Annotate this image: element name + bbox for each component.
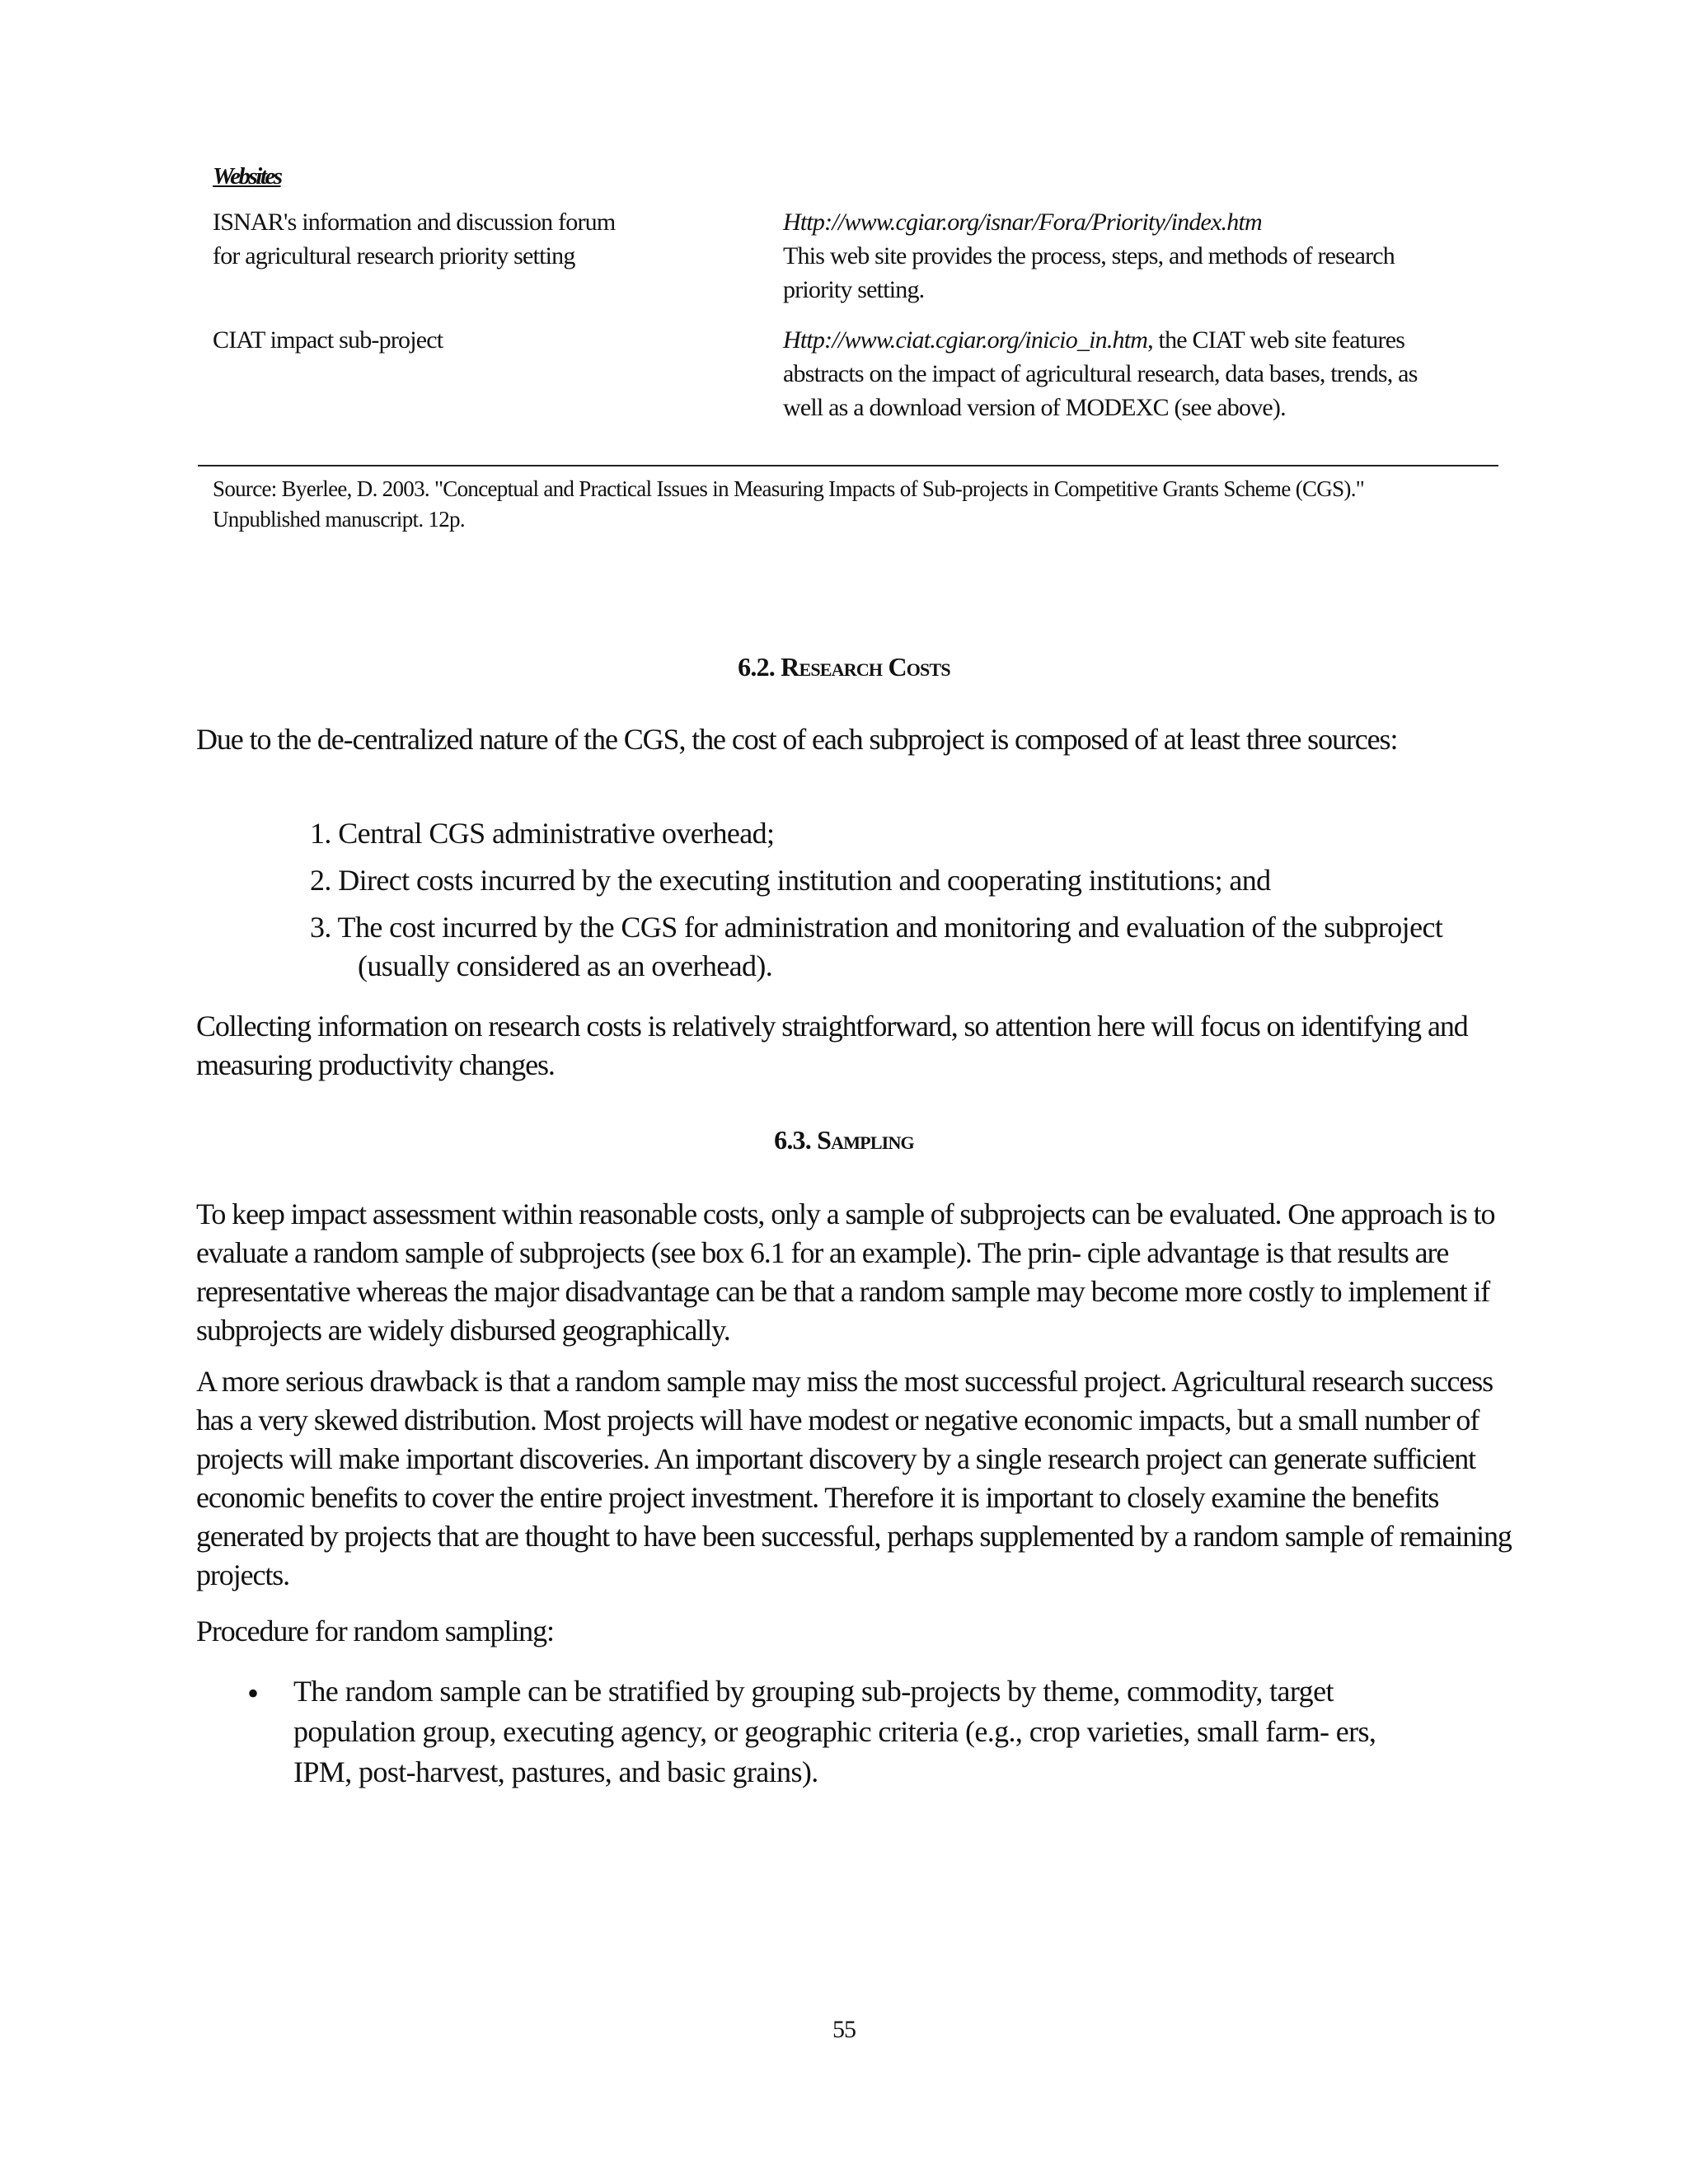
website-entry-isnar: [213, 205, 1498, 307]
list-item: [244, 1671, 1398, 1793]
website-entry-ciat: [213, 323, 1498, 424]
website-url[interactable]: Http://www.ciat.cgiar.org/inicio_in.htm: [783, 326, 1148, 354]
website-name: [213, 323, 783, 424]
website-description: This web site provides the process, steps, and methods of research priority setting.: [783, 242, 1395, 303]
website-name: [213, 205, 783, 307]
procedure-label: Procedure for random sampling:: [196, 1615, 554, 1647]
website-url[interactable]: Http://www.cgiar.org/isnar/Fora/Priority/index.htm: [783, 209, 1262, 236]
website-details: [783, 323, 1434, 424]
sampling-paragraph-2: A more serious drawback is that a random sample may miss the most successful project. Agricultural research success has a very skewed distribution. Most projects will have modest or negative economic impacts, but a small number of projects will make important discoveries. An important discovery by a single research project can generate sufficient economic benefits to cover the entire project investment. Therefore it is important to closely examine the benefits generated by projects that are thought to have been successful, perhaps supplemented by a random sample of remaining projects.: [196, 1365, 1512, 1591]
website-description: , the CIAT web site features abstracts on the impact of agricultural research, data bases, trends, as well as a download version of MODEXC (see above).: [783, 326, 1418, 421]
cost-sources-list: [310, 814, 1480, 994]
section-heading-research-costs: 6.2. Research Costs: [738, 652, 950, 682]
bullet-icon: •: [247, 1675, 259, 1712]
website-name-line: ISNAR's information and discussion forum: [213, 209, 616, 236]
research-costs-closing: Collecting information on research costs is relatively straightforward, so attention here will focus on identifying and measuring productivity changes.: [196, 1010, 1468, 1081]
box-divider-rule: [198, 465, 1498, 466]
list-item: 1. Central CGS administrative overhead;: [310, 817, 775, 850]
websites-section: [213, 163, 1498, 441]
website-name-line: for agricultural research priority setting: [213, 242, 575, 269]
website-details: [783, 205, 1434, 307]
section-heading-sampling: 6.3. Sampling: [774, 1125, 914, 1155]
page-number: 55: [832, 2016, 856, 2043]
website-name-line: CIAT impact sub-project: [213, 326, 443, 354]
list-item: 2. Direct costs incurred by the executing institution and cooperating institutions; and: [310, 864, 1271, 897]
source-citation: Source: Byerlee, D. 2003. "Conceptual and Practical Issues in Measuring Impacts of Sub-projects in Competitive Grants Scheme (CGS)." Unpublished manuscript. 12p.: [213, 476, 1365, 532]
list-item: 3. The cost incurred by the CGS for administration and monitoring and evaluation of the subproject (usually considered as an overhead).: [310, 911, 1443, 982]
bullet-text: The random sample can be stratified by grouping sub-projects by theme, commodity, target population group, executing agency, or geographic criteria (e.g., crop varieties, small farm- ers, IPM, post-harvest, pastures, and basic grains).: [293, 1675, 1376, 1788]
research-costs-intro: Due to the de-centralized nature of the CGS, the cost of each subproject is composed of at least three sources:: [196, 723, 1398, 756]
procedure-bullet-list: [244, 1671, 1398, 1793]
sampling-paragraph-1: To keep impact assessment within reasonable costs, only a sample of subprojects can be evaluated. One approach is to evaluate a random sample of subprojects (see box 6.1 for an example). The prin- ciple advantage is that results are representative whereas the major disadvantage can be that a random sample may become more costly to implement if subprojects are widely disbursed geographically.: [196, 1197, 1495, 1347]
websites-heading: Websites: [213, 163, 281, 190]
